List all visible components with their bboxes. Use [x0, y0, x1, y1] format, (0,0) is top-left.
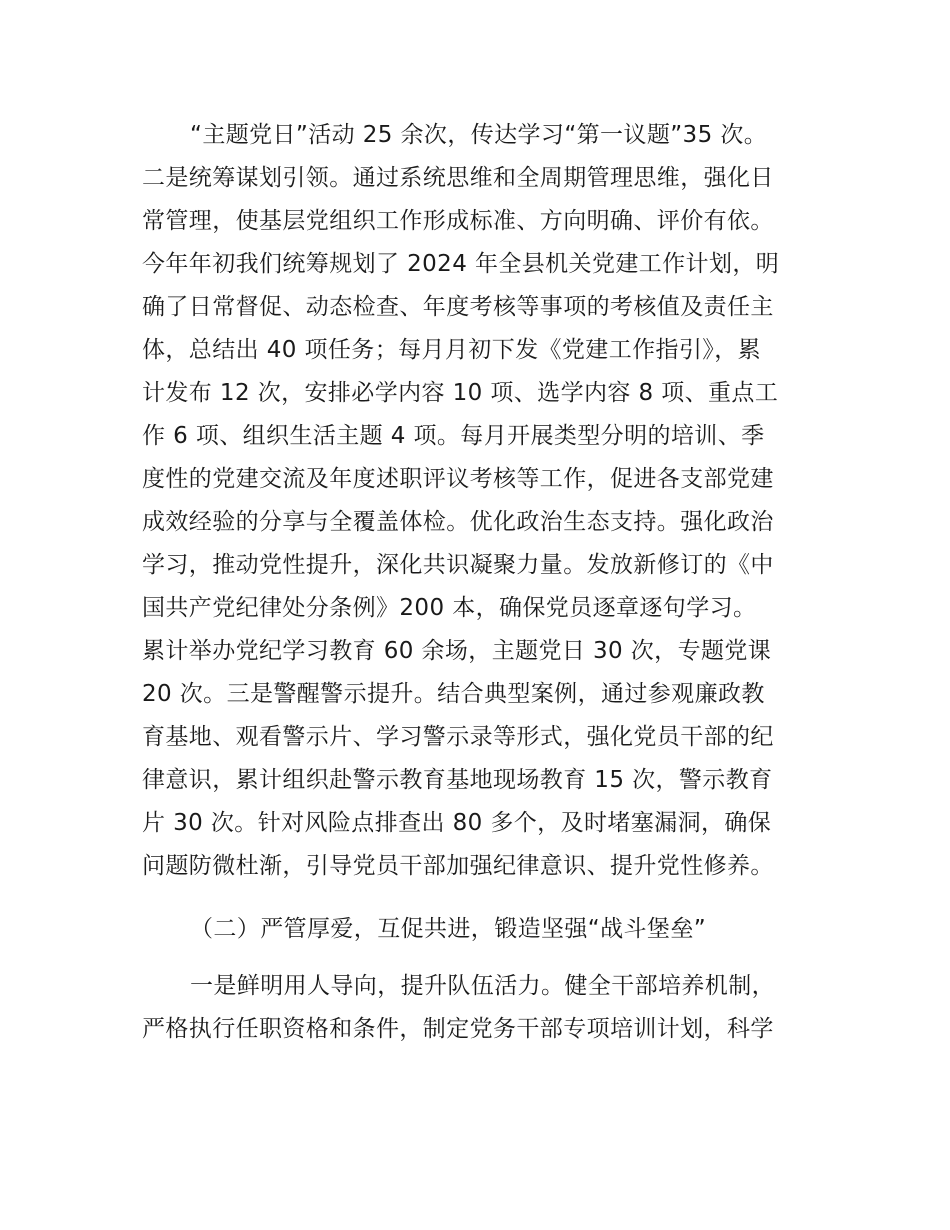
paragraph-line: 严格执行任职资格和条件，制定党务干部专项培训计划，科学	[142, 1016, 774, 1042]
paragraph-line: 育基地、观看警示片、学习警示录等形式，强化党员干部的纪	[142, 724, 774, 750]
paragraph-line: 片 30 次。针对风险点排查出 80 多个，及时堵塞漏洞，确保	[142, 810, 772, 836]
paragraph-line: 今年年初我们统筹规划了 2024 年全县机关党建工作计划，明	[142, 251, 780, 277]
paragraph-line: 一是鲜明用人导向，提升队伍活力。健全干部培养机制，	[190, 973, 775, 999]
paragraph-line: 体，总结出 40 项任务；每月月初下发《党建工作指引》，累	[142, 337, 761, 363]
paragraph-line: “主题党日”活动 25 余次，传达学习“第一议题”35 次。	[190, 122, 768, 148]
paragraph-line: 度性的党建交流及年度述职评议考核等工作，促进各支部党建	[142, 466, 774, 492]
paragraph-line: 累计举办党纪学习教育 60 余场，主题党日 30 次，专题党课	[142, 638, 772, 664]
paragraph-line: 问题防微杜渐，引导党员干部加强纪律意识、提升党性修养。	[142, 853, 774, 879]
paragraph-line: 作 6 项、组织生活主题 4 项。每月开展类型分明的培训、季	[142, 423, 765, 449]
section-heading: （二）严管厚爱，互促共进，锻造坚强“战斗堡垒”	[190, 916, 707, 942]
paragraph-line: 常管理，使基层党组织工作形成标准、方向明确、评价有依。	[142, 208, 774, 234]
paragraph-line: 国共产党纪律处分条例》200 本，确保党员逐章逐句学习。	[142, 595, 757, 621]
paragraph-line: 确了日常督促、动态检查、年度考核等事项的考核值及责任主	[142, 294, 774, 320]
paragraph-line: 计发布 12 次，安排必学内容 10 项、选学内容 8 项、重点工	[142, 380, 779, 406]
paragraph-line: 律意识，累计组织赴警示教育基地现场教育 15 次，警示教育	[142, 767, 773, 793]
paragraph-line: 成效经验的分享与全覆盖体检。优化政治生态支持。强化政治	[142, 509, 774, 535]
paragraph-line: 二是统筹谋划引领。通过系统思维和全周期管理思维，强化日	[142, 165, 774, 191]
paragraph-line: 20 次。三是警醒警示提升。结合典型案例，通过参观廉政教	[142, 681, 765, 707]
paragraph-line: 学习，推动党性提升，深化共识凝聚力量。发放新修订的《中	[142, 552, 774, 578]
